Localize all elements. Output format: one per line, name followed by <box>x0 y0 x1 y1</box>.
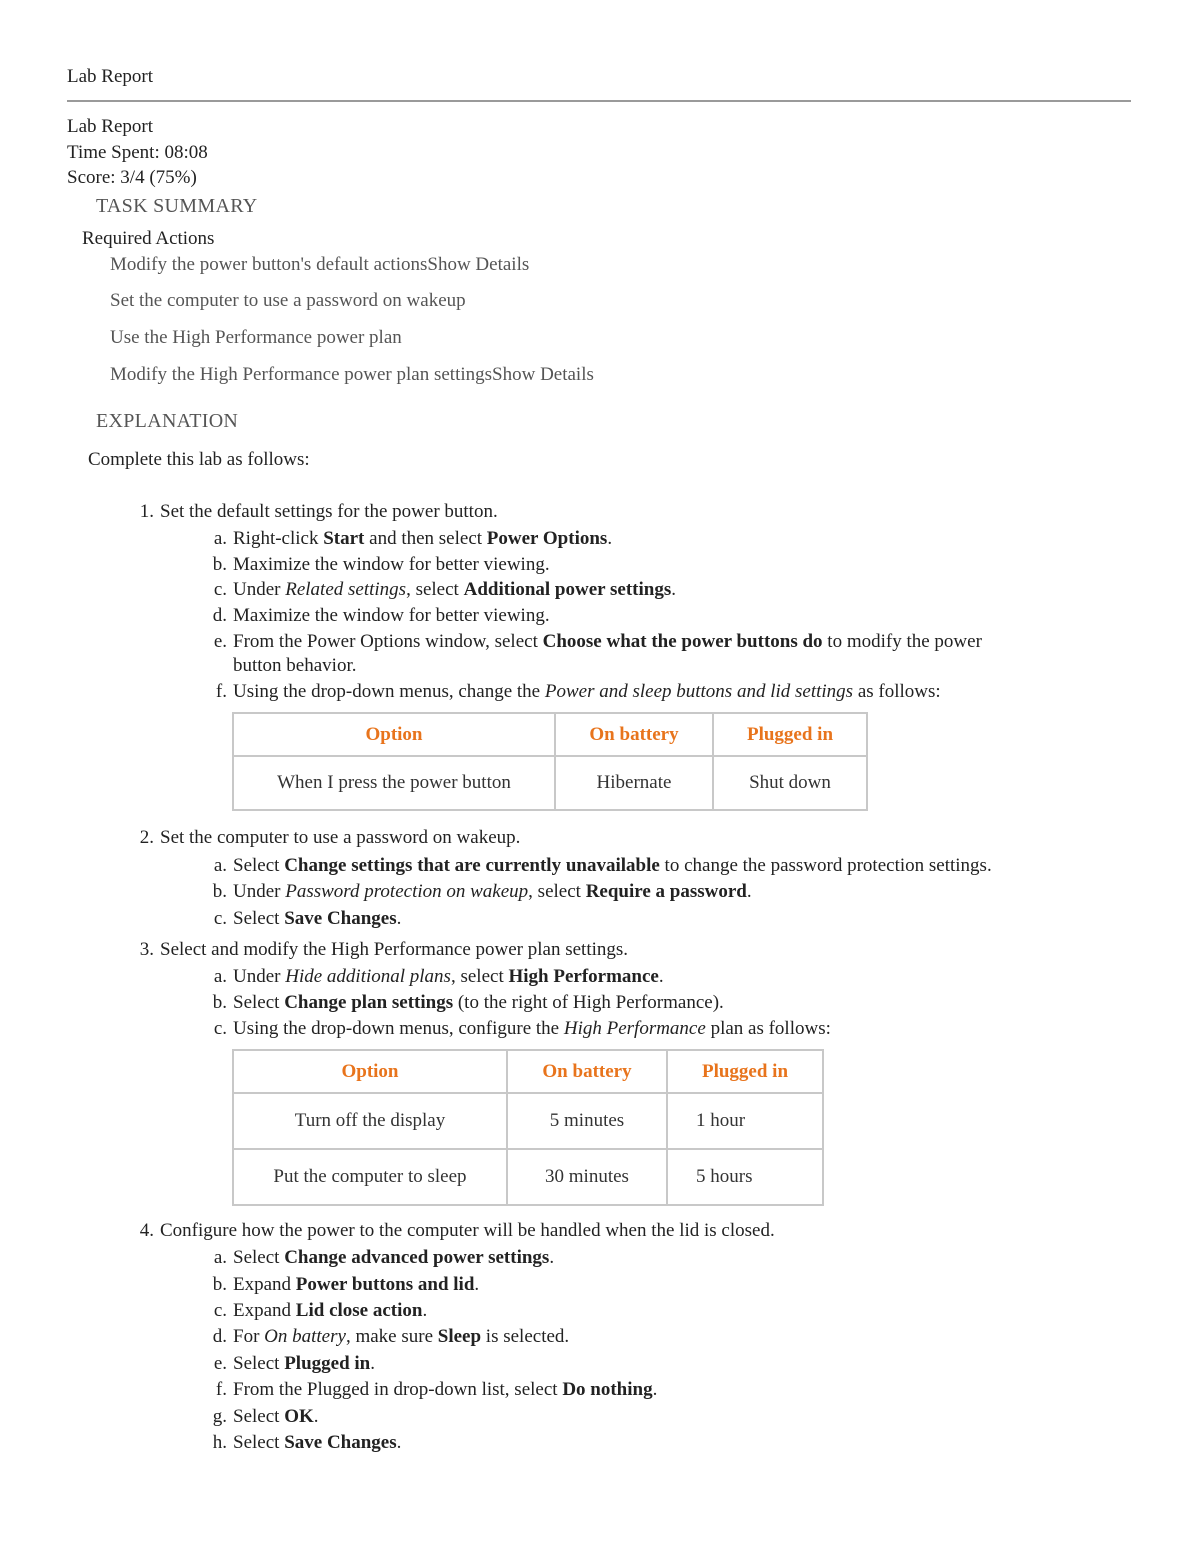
table-header-row <box>233 713 867 756</box>
column-header: On battery <box>555 713 713 756</box>
sub-step-letter: f. <box>215 681 227 702</box>
sub-step-text: plan as follows: <box>705 1018 831 1039</box>
ui-term: Save Changes <box>284 908 397 929</box>
step-number: 4. <box>139 1220 154 1241</box>
sub-step-letter: f. <box>215 1379 227 1400</box>
sub-step-letter: b. <box>212 881 227 902</box>
sub-step <box>212 1379 657 1401</box>
sub-step-text: as follows: <box>853 681 941 702</box>
sub-step-text: Select <box>233 855 285 876</box>
sub-step-text: , select <box>528 881 586 902</box>
ui-term: Save Changes <box>284 1432 397 1453</box>
sub-step-text: . <box>474 1274 480 1295</box>
sub-step <box>212 881 752 903</box>
explanation-intro: Complete this lab as follows: <box>88 449 310 470</box>
sub-step <box>212 908 401 930</box>
sub-step-text: Maximize the window for better viewing. <box>233 554 550 575</box>
sub-step <box>212 579 676 601</box>
ui-term: OK <box>284 1406 314 1427</box>
sub-step-text: Under <box>233 966 286 987</box>
sub-step-text: . <box>549 1247 555 1268</box>
sub-step-letter: c. <box>213 1018 227 1039</box>
sub-step <box>212 1326 569 1348</box>
sub-step <box>212 528 612 550</box>
ui-term: Require a password <box>585 881 747 902</box>
header-divider <box>67 100 1131 102</box>
column-header: Option <box>233 713 555 756</box>
sub-step-letter: e. <box>213 631 227 652</box>
table-row <box>233 756 867 810</box>
sub-step-text: Under <box>233 579 286 600</box>
sub-step-letter: b. <box>212 1274 227 1295</box>
ui-term: Change advanced power settings <box>284 1247 550 1268</box>
sub-step-text: to modify the power <box>822 631 982 652</box>
sub-step <box>212 855 992 877</box>
step-number: 2. <box>139 827 154 848</box>
table-cell: Hibernate <box>555 756 713 810</box>
sub-step-text: . <box>422 1300 428 1321</box>
sub-step-text: . <box>746 881 752 902</box>
sub-step-text: Maximize the window for better viewing. <box>233 605 550 626</box>
ui-term: High Performance <box>508 966 659 987</box>
ui-term: Choose what the power buttons do <box>542 631 823 652</box>
table-cell: 30 minutes <box>507 1149 667 1205</box>
step-2 <box>128 827 520 849</box>
sub-step-text: is selected. <box>481 1326 570 1347</box>
sub-step-letter: d. <box>212 1326 227 1347</box>
setting-name: Hide additional plans <box>285 966 451 987</box>
table-cell: 5 hours <box>667 1149 823 1205</box>
sub-step <box>212 1300 427 1322</box>
sub-step <box>212 1274 479 1296</box>
sub-step <box>212 605 550 627</box>
required-action-text: Use the High Performance power plan <box>110 327 402 348</box>
sub-step-text: . <box>607 528 613 549</box>
table-cell: Put the computer to sleep <box>233 1149 507 1205</box>
sub-step-text: , select <box>406 579 464 600</box>
ui-term: Start <box>323 528 365 549</box>
sub-step-text: . <box>396 908 402 929</box>
sub-step-text: . <box>396 1432 402 1453</box>
sub-step-text: . <box>658 966 664 987</box>
sub-step-letter: c. <box>213 1300 227 1321</box>
sub-step <box>212 1406 319 1428</box>
sub-step-letter: c. <box>213 908 227 929</box>
sub-step-text: Select <box>233 1353 285 1374</box>
column-header: Option <box>233 1050 507 1093</box>
column-header: On battery <box>507 1050 667 1093</box>
sub-step <box>212 992 724 1014</box>
sub-step-text: , select <box>450 966 509 987</box>
report-meta <box>67 114 208 191</box>
setting-name: High Performance <box>563 1018 706 1039</box>
sub-step-continuation: button behavior. <box>233 655 357 676</box>
ui-term: Lid close action <box>295 1300 423 1321</box>
required-action-text: Set the computer to use a password on wakeup <box>110 290 466 311</box>
time-spent: Time Spent: 08:08 <box>67 141 208 163</box>
ui-term: Sleep <box>437 1326 482 1347</box>
sub-step <box>212 1353 375 1375</box>
required-action-item <box>110 364 594 386</box>
ui-term: Do nothing <box>562 1379 653 1400</box>
sub-step-text: Select <box>233 1247 285 1268</box>
table-cell: When I press the power button <box>233 756 555 810</box>
sub-step-text: and then select <box>364 528 487 549</box>
setting-name: Power and sleep buttons and lid settings <box>544 681 854 702</box>
sub-step-text: . <box>652 1379 658 1400</box>
step-number: 1. <box>139 501 154 522</box>
setting-name: Related settings <box>285 579 407 600</box>
score: Score: 3/4 (75%) <box>67 167 197 188</box>
sub-step-text: Select <box>233 1432 285 1453</box>
step-text: Set the computer to use a password on wakeup. <box>160 827 521 848</box>
sub-step <box>212 631 982 653</box>
page-header-title: Lab Report <box>67 66 154 87</box>
table-row <box>233 1149 823 1205</box>
sub-step <box>212 1247 554 1269</box>
sub-step-text: Select <box>233 1406 285 1427</box>
table-row <box>233 1093 823 1149</box>
sub-step-text: . <box>671 579 676 600</box>
sub-step-letter: d. <box>212 605 227 626</box>
step-1 <box>128 501 498 523</box>
ui-term: Plugged in <box>284 1353 371 1374</box>
show-details-link[interactable]: Show Details <box>492 364 594 385</box>
table-cell: 1 hour <box>667 1093 823 1149</box>
step-text: Select and modify the High Performance power plan settings. <box>160 939 629 960</box>
required-action-item <box>110 254 529 276</box>
ui-term: Change plan settings <box>284 992 454 1013</box>
required-action-item <box>110 290 466 312</box>
ui-term: Additional power settings <box>463 579 672 600</box>
sub-step-text: Expand <box>233 1300 296 1321</box>
ui-term: Power buttons and lid <box>295 1274 475 1295</box>
task-summary-heading: TASK SUMMARY <box>96 195 258 217</box>
sub-step-text: From the Plugged in drop-down list, select <box>233 1379 563 1400</box>
ui-term: Power Options <box>486 528 608 549</box>
show-details-link[interactable]: Show Details <box>427 254 530 275</box>
step-4 <box>128 1220 775 1242</box>
sub-step-letter: a. <box>213 966 227 987</box>
setting-name: Password protection on wakeup <box>285 881 529 902</box>
sub-step-text: Under <box>233 881 286 902</box>
table-cell: 5 minutes <box>507 1093 667 1149</box>
setting-name: On battery <box>264 1326 346 1347</box>
sub-step-letter: b. <box>212 992 227 1013</box>
step-text: Set the default settings for the power button. <box>160 501 498 522</box>
required-action-item <box>110 327 402 349</box>
sub-step-letter: c. <box>213 579 227 600</box>
step-text: Configure how the power to the computer will be handled when the lid is closed. <box>160 1220 775 1241</box>
sub-step-text: Right-click <box>233 528 324 549</box>
sub-step-letter: h. <box>212 1432 227 1453</box>
report-title: Lab Report <box>67 116 154 137</box>
sub-step <box>212 1018 831 1040</box>
sub-step-letter: g. <box>212 1406 227 1427</box>
required-action-text: Modify the power button's default actions <box>110 254 428 275</box>
sub-step-text: From the Power Options window, select <box>233 631 543 652</box>
sub-step-text: . <box>313 1406 319 1427</box>
sub-step-text: Select <box>233 992 285 1013</box>
column-header: Plugged in <box>713 713 867 756</box>
required-action-text: Modify the High Performance power plan settings <box>110 364 493 385</box>
sub-step-text: Expand <box>233 1274 296 1295</box>
sub-step-letter: b. <box>212 554 227 575</box>
table-cell: Shut down <box>713 756 867 810</box>
step-number: 3. <box>139 939 154 960</box>
sub-step-letter: a. <box>213 855 227 876</box>
sub-step-text: (to the right of High Performance). <box>453 992 724 1013</box>
explanation-heading: EXPLANATION <box>96 410 239 432</box>
sub-step-letter: a. <box>213 528 227 549</box>
sub-step <box>212 966 664 988</box>
power-button-settings-table <box>232 712 868 811</box>
sub-step <box>212 1432 401 1454</box>
table-cell: Turn off the display <box>233 1093 507 1149</box>
sub-step-letter: e. <box>213 1353 227 1374</box>
step-3 <box>128 939 628 961</box>
column-header: Plugged in <box>667 1050 823 1093</box>
sub-step-text: . <box>370 1353 375 1374</box>
sub-step-text: Using the drop-down menus, change the <box>233 681 545 702</box>
required-actions-title: Required Actions <box>82 228 215 249</box>
sub-step-letter: a. <box>213 1247 227 1268</box>
sub-step <box>212 681 941 703</box>
sub-step-text: For <box>233 1326 265 1347</box>
high-performance-plan-table <box>232 1049 824 1206</box>
sub-step-text: , make sure <box>345 1326 438 1347</box>
sub-step-text: Using the drop-down menus, configure the <box>233 1018 564 1039</box>
sub-step-text: Select <box>233 908 285 929</box>
table-header-row <box>233 1050 823 1093</box>
sub-step-text: to change the password protection settings. <box>659 855 992 876</box>
ui-term: Change settings that are currently unavailable <box>284 855 660 876</box>
sub-step <box>212 554 550 576</box>
